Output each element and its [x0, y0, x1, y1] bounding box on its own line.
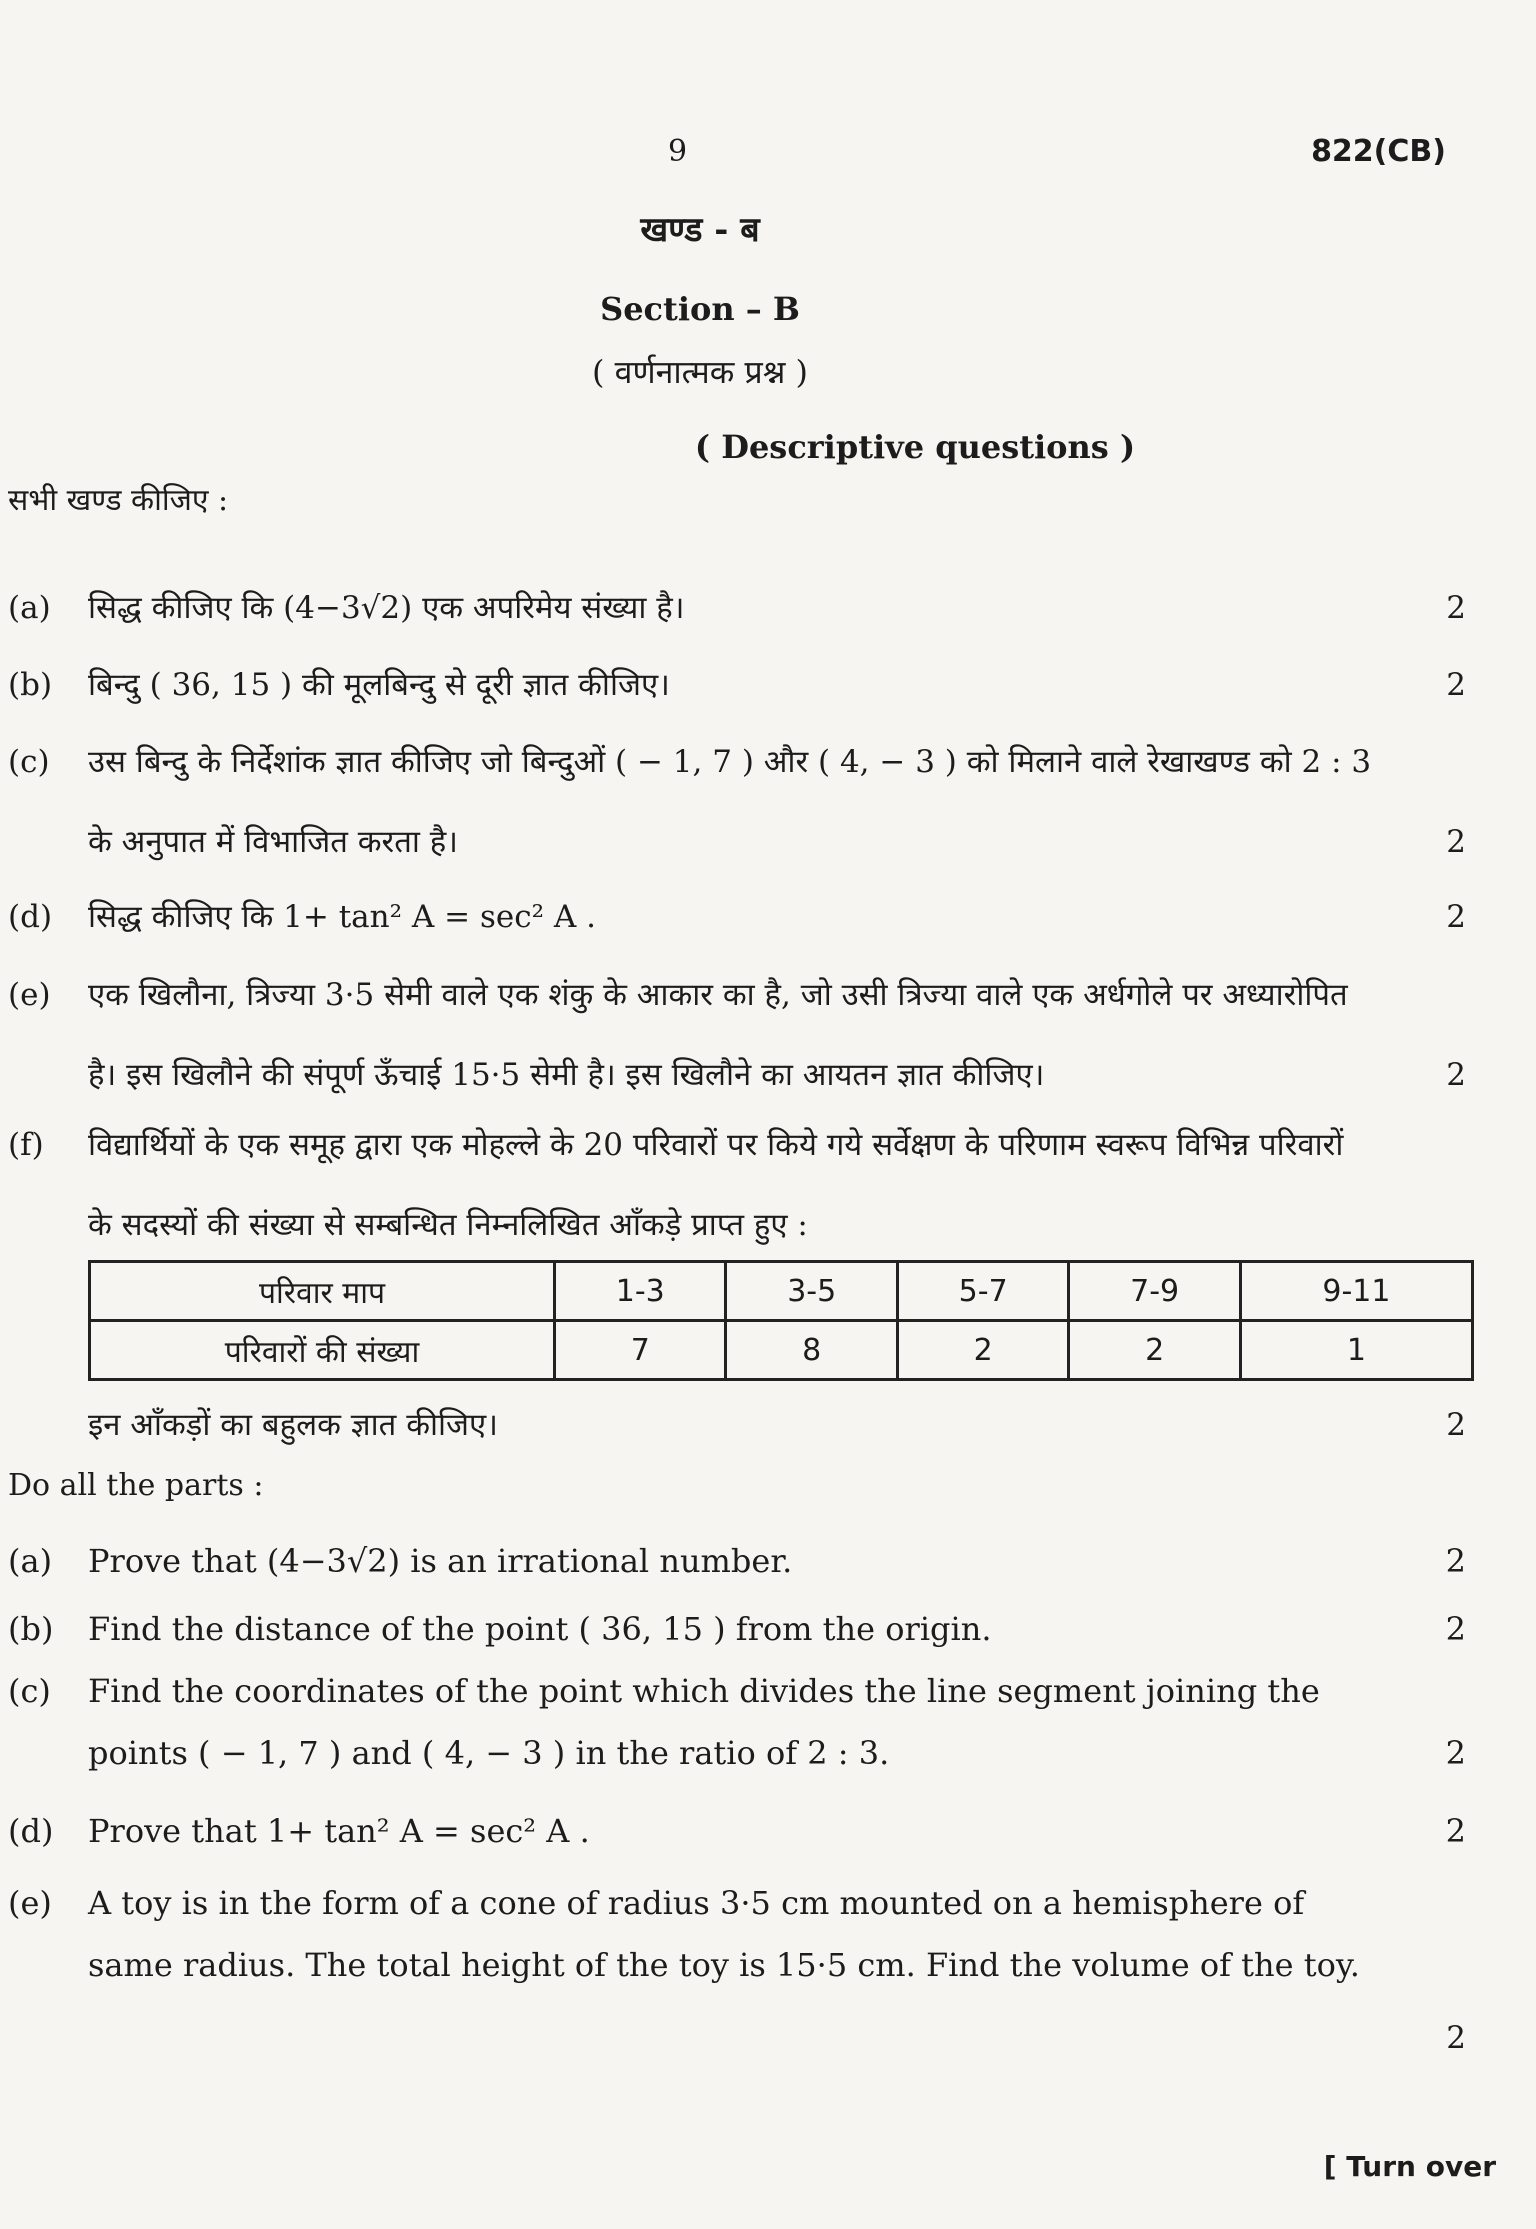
question-marks: 2	[1446, 667, 1466, 703]
question-english-c	[8, 1660, 1466, 1784]
table-row-label: परिवार माप	[90, 1262, 555, 1321]
table-cell: 3-5	[726, 1262, 897, 1321]
table-cell: 5-7	[897, 1262, 1068, 1321]
table-cell: 1-3	[555, 1262, 726, 1321]
descriptive-title: ( Descriptive questions )	[694, 428, 1136, 466]
question-label: (d)	[8, 1812, 54, 1850]
question-text: एक खिलौना, त्रिज्या 3·5 सेमी वाले एक शंकु के आकार का है, जो उसी त्रिज्या वाले एक अर्धगोले पर अध्यारोपित है। इस खिलौने की संपूर्ण ऊँचाई 15·5 सेमी है। इस खिलौने का आयतन ज्ञात कीजिए।	[88, 977, 1348, 1093]
question-label: (b)	[8, 1610, 54, 1648]
question-text: Prove that (4−3√2) is an irrational number.	[88, 1542, 793, 1580]
question-label: (e)	[8, 1884, 52, 1922]
instruction-hindi: सभी खण्ड कीजिए :	[8, 483, 229, 518]
instruction-english: Do all the parts :	[8, 1468, 264, 1503]
question-label: (b)	[8, 667, 53, 703]
question-hindi-d	[8, 877, 1466, 957]
question-marks: 2	[1446, 1057, 1466, 1093]
question-text: A toy is in the form of a cone of radius 3·5 cm mounted on a hemisphere of same radius. The total height of the toy is 15·5 cm. Find the volume of the toy.	[88, 1884, 1360, 1984]
question-label: (a)	[8, 1542, 53, 1580]
section-title-hindi: खण्ड - ब	[640, 210, 760, 250]
table-cell: 7	[555, 1321, 726, 1380]
question-label: (e)	[8, 977, 51, 1013]
question-marks: 2	[1446, 590, 1466, 626]
question-hindi-e	[8, 955, 1466, 1115]
descriptive-title-hindi: ( वर्णनात्मक प्रश्न )	[592, 353, 808, 391]
question-english-d	[8, 1800, 1466, 1862]
question-hindi-f	[8, 1105, 1466, 1265]
question-english-e	[8, 1872, 1466, 1996]
question-marks: 2	[1446, 2020, 1466, 2056]
question-marks: 2	[1445, 1812, 1466, 1850]
question-text: Find the coordinates of the point which divides the line segment joining the points ( − 1, 7 ) and ( 4, − 3 ) in the ratio of 2 : 3.	[88, 1672, 1320, 1772]
question-label: (c)	[8, 1672, 51, 1710]
question-text: Find the distance of the point ( 36, 15 ) from the origin.	[88, 1610, 992, 1648]
question-marks: 2	[1445, 1542, 1466, 1580]
question-text: विद्यार्थियों के एक समूह द्वारा एक मोहल्ले के 20 परिवारों पर किये गये सर्वेक्षण के परिणाम स्वरूप विभिन्न परिवारों के सदस्यों की संख्या से सम्बन्धित निम्नलिखित आँकड़े प्राप्त हुए :	[88, 1127, 1344, 1243]
page-number: 9	[668, 134, 688, 169]
table-cell: 2	[1069, 1321, 1240, 1380]
question-label: (a)	[8, 590, 51, 626]
table-row	[90, 1262, 1473, 1321]
question-text: Prove that 1+ tan² A = sec² A .	[88, 1812, 590, 1850]
question-text: सिद्ध कीजिए कि 1+ tan² A = sec² A .	[88, 899, 596, 935]
question-text: उस बिन्दु के निर्देशांक ज्ञात कीजिए जो बिन्दुओं ( − 1, 7 ) और ( 4, − 3 ) को मिलाने वाले रेखाखण्ड को 2 : 3 के अनुपात में विभाजित करता है।	[88, 744, 1372, 860]
question-marks: 2	[1446, 824, 1466, 860]
question-hindi-c	[8, 722, 1466, 882]
table-cell: 2	[897, 1321, 1068, 1380]
question-text: सिद्ध कीजिए कि (4−3√2) एक अपरिमेय संख्या है।	[88, 590, 685, 626]
question-marks: 2	[1446, 899, 1466, 935]
question-hindi-b	[8, 645, 1466, 725]
table-cell: 1	[1240, 1321, 1472, 1380]
question-english-a	[8, 1530, 1466, 1592]
question-marks: 2	[1445, 1610, 1466, 1648]
family-size-table	[88, 1260, 1474, 1381]
question-marks: 2	[1445, 1734, 1466, 1772]
question-label: (c)	[8, 744, 50, 780]
paper-code: 822(CB)	[1311, 134, 1446, 169]
question-label: (d)	[8, 899, 53, 935]
question-text: इन आँकड़ों का बहुलक ज्ञात कीजिए।	[88, 1407, 498, 1443]
question-hindi-a	[8, 568, 1466, 648]
table-cell: 7-9	[1069, 1262, 1240, 1321]
turn-over-note: [ Turn over	[1323, 2150, 1496, 2183]
question-hindi-f-task	[8, 1385, 1466, 1465]
question-marks: 2	[1446, 1407, 1466, 1443]
section-title: Section – B	[600, 290, 800, 328]
table-row-label: परिवारों की संख्या	[90, 1321, 555, 1380]
question-text: बिन्दु ( 36, 15 ) की मूलबिन्दु से दूरी ज्ञात कीजिए।	[88, 667, 670, 703]
question-label: (f)	[8, 1127, 44, 1163]
table-row	[90, 1321, 1473, 1380]
table-cell: 9-11	[1240, 1262, 1472, 1321]
table-cell: 8	[726, 1321, 897, 1380]
question-english-b	[8, 1598, 1466, 1660]
